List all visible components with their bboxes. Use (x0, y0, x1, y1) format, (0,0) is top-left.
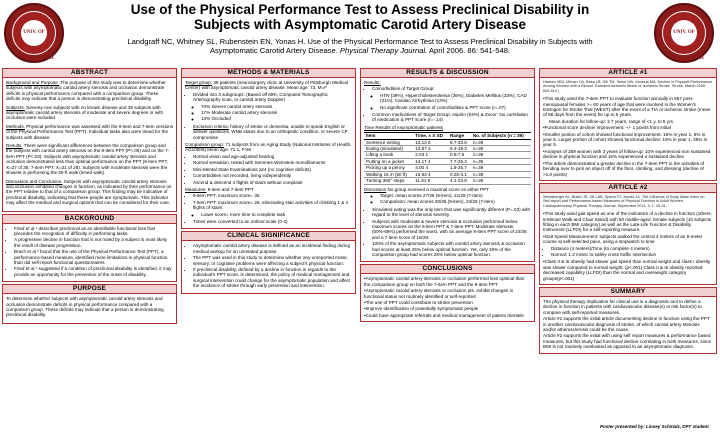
article2-reference: Weissberger AL, Brach JS, Ott LAB, Sparto PJ, Arnold JA. The Influence of Body Mass Index on Self-report and Performance-based Measures of Physical Function in Adult Women. Cardiopulmonary Physical Therapy Journal. September 2011. 3: 1: 25-31. (543, 194, 705, 208)
conclusions-heading: CONCLUSIONS (361, 265, 534, 274)
table-row: Walking 15 m (50 ft) 15.93 4 0.25-3.1 n=39 (364, 171, 531, 177)
table-title: Time Results of Asymptomatic patients (364, 124, 443, 130)
table-row: Turning 360° steps 11.81 5 4.1-23.9 n=39 (364, 178, 531, 184)
list-item: • Brach et al ² found that the use of the Physical Performance Test (PPT), a performance-based measure, identified more limitations in physical function than did self-report functional questionnaires. (14, 249, 173, 265)
university-seal-logo-right: UNIV. OF PITTSBURGH (654, 3, 714, 63)
list-item: • Fried et al ¹ suggested if a condition of preclinical disability is identified, it may provide an opportunity for the prevention of the onset of disability. (14, 266, 173, 277)
purpose-heading: PURPOSE (3, 285, 176, 294)
methods-heading: METHODS & MATERIALS (182, 69, 355, 78)
poster-footer: Poster presented by: Linsey Schmalz, DPT student (600, 424, 709, 429)
list-item: • If preclinical disability, defined by a decline in function in regards to the individual's PPT score, is determined, the policy of medical management and surgical intervention could change for the asymptomatic population and affect the incidence of stroke through early prevention and intervention. (193, 267, 352, 289)
summary-section: SUMMARY The physical therapy implication for clinical use is a diagnostic tool to define a decline in function in patients with cardiovascular disease(s) or risk factor(s) to compare with self-reported measures. Article #1 supports the initial article documenting decline in function using the PPT in another cardiovascular diagnosis of stroke, of which carotid artery stenosis and/or atherosclerosis could be the cause. Article #2 supports the initial with using self report measures & performance based measures, but this study had functional decline correlating in both measures, since BMI is not routinely overlooked as opposed to an asymptomatic diagnosis. (539, 287, 717, 354)
list-item: • Asymptomatic carotid artery disease is defined as an incidental finding during medical workup for an unrelated purpose. (193, 243, 352, 254)
conclusions-section: CONCLUSIONS •Asymptomatic carotid artery stenosis or occlusion performed less optimal than the comparison group on both the 7-item PPT and the 9-item PPT •Asymptomatic carotid artery stenosis or occlusion pts. exhibit changes in functional status not routinely identified or self-reported •The use of PPT could contribute to stroke prevention •Improve identification of potentially symptomatic people •Could have appropriate referrals and medical management of patient clientele (360, 264, 535, 322)
article1-reference: Hansen MW, Ullman CA, Beka LB, Gill TM. Seine MA, Venezia MA. Decline in Physical Performance Among Women with a Recent Transient Ischemic Attack or Ischemic Stroke. Stroke. March 2005. 609-614 ) (543, 80, 713, 93)
purpose-section: PURPOSE To determine whether subjects with asymptomatic carotid artery stenosis and occlusion demonstrate deficits in physical performance compared with a comparison group. These deficits may indicate that a person is demonstrating preclinical disability. (2, 284, 177, 324)
clinical-significance-section (181, 231, 356, 293)
column-center-right (360, 68, 535, 428)
clinical-significance-heading: CLINICAL SIGNIFICANCE (182, 232, 355, 241)
list-item: • The PPT was used in this study to determine whether any unreported motor, sensory, or cognitive problems were affecting a subject's physical function. (193, 255, 352, 266)
methods-section: METHODS & MATERIALS Target group: 39 patients (neurosurgery clinic at University of Pittsburgh Medical Center) with asymptomatic carotid artery disease. Mean age: 73, M=F • Divided into 3 subgroups: (Based off MRI, Computed Tomographic Arteriography scan, or carotid artery Doppler) ◦ 70% Severe carotid artery stenosis ◦ 17% Moderate carotid artery stenosis ◦ 13% Occluded • Exclusion criteria: history of stroke or dementia, unable to speak English or answer questions, WNB status due to an orthopedic condition, or severe CP compromise Comparison group: 71 subjects from an Aging Study (National Institutes of Health, AG10009) Mean age: 71.1, F>M • Normal vision and age-adjusted hearing • Normal sensation, tested with Semmes-Weinstein monofilaments • Mini-Mental State Examinations ≥24 (no cognitive deficits) • Comorbidities not recorded, living independently • Ascend & descend 4 flights of stairs without complaint Measures: 9-item and 7-item PPT • 9-item PPT: maximum score= 36 • 7-item PPT: maximum score= 28, eliminating stair activities of climbing 1 & 4 flights of stairs ◦ Lower score= more time to complete task • Times were converted to an ordinal scale (0-4) (181, 68, 356, 229)
column-right (539, 68, 717, 428)
table-row: Picking up a penny 4.00 4 1.8-26.7 n=39 (364, 165, 531, 171)
article1-section: ARTICLE #1 Hansen MW, Ullman CA, Beka LB, Gill TM. Seine MA, Venezia MA. Decline in Physical Performance Among Women with a Recent Transient Ischemic Attack or Ischemic Stroke. Stroke. March 2005. 609-614 ) •This study used the 7-item PPT to evaluate function annually in 557 post-menopausal females >= 60 years of age that were involved in the Women's Estrogen for Stroke Trial (WEST) after the event of a TIA or ischemic stroke (mean of 58 days from the event) for up to 5 years. Mean duration for follow-up: 2.7 years, range of <1 y. to 5 yrs. •Functional score decline/ improvement: +/- 1 points from initial •Smaller portion of cohort showed functional improvement: 16% in year 1, 6% in year 5. Larger portion of cohort showed functional decline: 15% in year 1, 35% in year 5. •Analysis of 259 women with 3 years of follow-up: 10% experienced non sustained decline in physical function and 15% experienced a sustained decline •The article demonstrated a greater decline in the 7-item PPT in the activities of bending over to pick an object off of the floor, climbing, and dressing (decline of >1.0 points) (539, 68, 717, 181)
time-results-table: Item Time, s X SD Range No. of Subjects (n = 39) Sentence writing 13.13 6 8.7-33.9 n=39 Eating (simulated) 13.87 3 9.3-19.3 n=39 Lifting a book 2.03 1 0.8-7.5 n=39 Putting on a jacket 14.17 4 7.7-26.3 n=39 Picking up a penny 4.00 4 1.8-26.7 n=39 Walking 15 m (50 ft) 15.93 4 0.25-3.1 n=39 Turning 360° steps 11.81 5 4.1-23.9 n=39 (364, 132, 531, 184)
list-item: • A progressive decline in function that is not noted by a subject is most likely the result of disease progression. (14, 237, 173, 248)
poster-header (0, 0, 720, 66)
poster-authors-citation: Landgraff NC, Whitney SL, Rubenstein EN, Yonas H. Use of the Physical Performance Test to Assess Preclinical Disability in Subjects with Asymptomatic Carotid Artery Disease. Physical Therapy Journal. April 2006. 86: 541-548. (127, 37, 593, 55)
background-heading: BACKGROUND (3, 215, 176, 224)
article1-heading: ARTICLE #1 (540, 69, 716, 78)
results-heading: RESULTS & DISCUSSION (361, 69, 534, 78)
abstract-heading: ABSTRACT (3, 69, 176, 78)
column-left (2, 68, 177, 428)
article2-section: ARTICLE #2 Weissberger AL, Brach JS, Ott LAB, Sparto PJ, Arnold JA. The Influence of Body Mass Index on Self-report and Performance-based Measures of Physical Function in Adult Women. Cardiopulmonary Physical Therapy Journal. September 2011. 3: 1: 25-31. •This study used gait speed as one of the indicators of a decline in function (others: 6-Minute Walk and Chair Stand) with 50 middle-aged, female subjects (10 subjects fitting in each BMI category) as well as the Late-Life Function & Disability Instrument (LLFDI) for a self-reporting measure. •Gait Speed Measurement: subjects walked the central 4 meters of an 8-meter course at self-selected pace, using a stopwatch to time • Distance (4 meters)/Time (to complete 4 meters) • Normal: 1.2 m/sec to safely cross traffic intersection •Class II & III obesity had slower gait speed than normal weight and class I obesity was slower compared to normal weight. (p<.001) Class II & III obesity reported decreased capability (LLFDI) than the normal and overweight category groups(p<.001) (539, 183, 717, 285)
table-row: Sentence writing 13.13 6 8.7-33.9 n=39 (364, 139, 531, 145)
table-row: Lifting a book 2.03 1 0.8-7.5 n=39 (364, 152, 531, 158)
poster-title: Use of the Physical Performance Test to Assess Preclinical Disability in Subjects with Asymptomatic Carotid Artery Disease (130, 2, 590, 32)
table-row: Putting on a jacket 14.17 4 7.7-26.3 n=39 (364, 158, 531, 164)
background-section (2, 214, 177, 283)
university-seal-logo: UNIV. OF PITTSBURGH (4, 3, 64, 63)
table-row: Eating (simulated) 13.87 3 9.3-19.3 n=39 (364, 146, 531, 152)
summary-heading: SUMMARY (540, 288, 716, 297)
column-center-left (181, 68, 356, 428)
results-section: RESULTS & DISCUSSION Results: • Comorbidities of Target Group: ◦ HTN (39%), Hypercholesterolemia (36%), Diabetes Mellitus (33%), CAD (31%), Cardiac Arrhythmia (13%) ◦ No significant correlation of comorbidities & PPT score (r=.07) • Common medications of Target Group: Aspirin (54%) & Zocor: No correlation of medication & PPT score (r=-.14) Time Results of Asymptomatic patients Item Time, s X SD Range No. of Subjects (n = 39) Sentence writing 13.13 6 8.7-33.9 n=39 Eating (simulated) 13.87 3 9.3-19.3 n=39 Lifting a book 2.03 1 0.8-7.5 n=39 Putting on a jacket 14.17 4 7.7-26.3 n=39 Picking up a penny 4.00 4 1.8-26.7 n=39 Walking 15 m (50 ft) 15.93 4 0.25-3.1 n=39 Turning 360° steps 11.81 5 4.1-23.9 n=39 Discussion No group received a maximal score on either PPT ◦ Target: mean scores 27/36 (9-item), 21/28 (7-item) ◦ Comparison: mean scores 30/36 (9-item), 23/28 (7-item) • Simulated eating was the only item that was significantly different (P=.03) with regard to the level of stenosis severity. • Subjects with moderate & severe stenosis & occlusion performed below maximum scores on the 9-item PPT & 7-item PPT. Moderate stenosis (50%-69%) performed the worst, with an average 9-item PPT score of 24/36 and a 7-item score of 19/28. • 100% of the asymptomatic subjects with carotid artery stenosis & occlusion had scores at least 25% below optimal function. Yet, only 19% of the comparison group had scores 25% below optimal function. (360, 68, 535, 262)
abstract-section: ABSTRACT Background and Purpose. The purpose of this study was to determine whether subjects with asymptomatic carotid artery stenosis and occlusion demonstrate deficits in physical performance compared with a comparison group. These deficits may indicate that a person is demonstrating preclinical disability. Subjects. Seventy-one subjects with no known disease and 39 subjects with asymptomatic carotid artery stenosis of moderate and severe degrees or with occlusion were included. Methods. Physical performance was assessed with the 9-item and 7-item versions of the Physical Performance Test (PPT). Individual tasks also were timed for the subjects with disease. Results. There were significant differences between the comparison group and the subjects with carotid artery stenosis on the 9-item PPT (P<.00) and on the 7-item PPT (P<.03). Subjects with asymptomatic carotid artery stenosis and occlusion demonstrated less than optimal performance on the PPT (9-item PPT, X=27 of 36; 7-item PPT, X=21 of 28). Subjects with moderate stenosis were the slowest in performing the 50-ft walk (timed walk). Discussion and Conclusion. Subjects with asymptomatic carotid artery stenosis and occlusion exhibited changes in function, as indicated by their performance on the PPT relative to that of a comparison group. This finding may be indicative of preclinical disability, indicating that these people are symptomatic. This indicator may affect the medical and surgical options that can be considered for their care. (2, 68, 177, 212)
article2-heading: ARTICLE #2 (540, 184, 716, 193)
list-item: • Fried et al ¹ describes preclinical as an identifiable functional loss that precedes the recognition of difficulty in performing tasks. (14, 226, 173, 237)
